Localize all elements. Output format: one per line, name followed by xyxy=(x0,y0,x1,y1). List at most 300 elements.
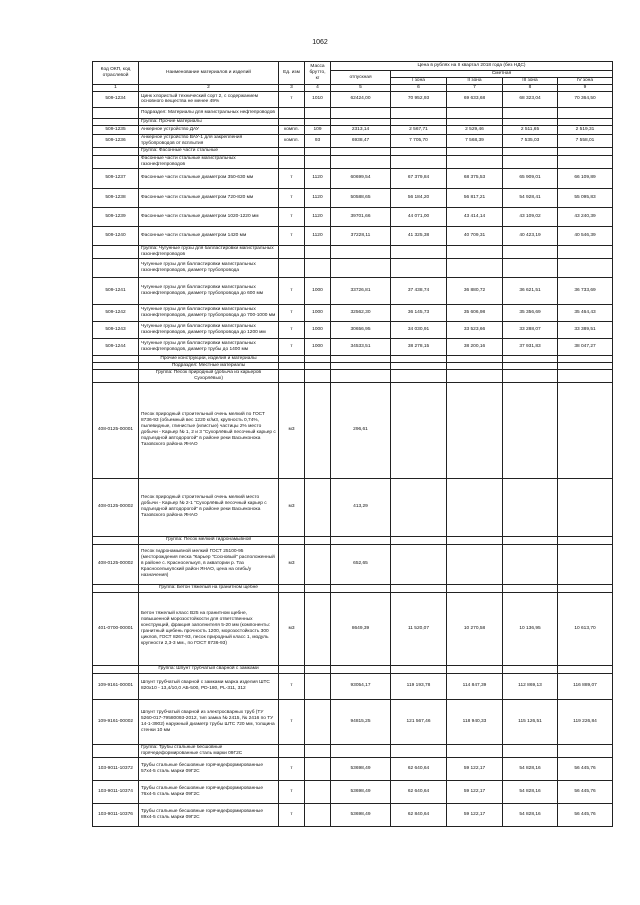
header-zone-1: I зона xyxy=(391,78,447,85)
row-name: Трубы стальные бесшовные горячедеформированные 76х4-5 сталь марки 09Г2С xyxy=(139,780,279,803)
row-mass: 1120 xyxy=(305,226,331,245)
row-zone-4-price: 43 240,39 xyxy=(558,207,613,226)
row-zone-3-price: 115 126,51 xyxy=(503,699,558,744)
group-empty-cell xyxy=(391,369,447,382)
table-row xyxy=(93,321,613,338)
group-empty-cell xyxy=(279,362,305,369)
row-zone-1-price: 121 567,46 xyxy=(391,699,447,744)
row-zone-2-price: 7 568,39 xyxy=(447,134,503,147)
row-mass xyxy=(305,803,331,826)
row-release-price: 53698,49 xyxy=(331,803,391,826)
row-zone-2-price: 35 606,98 xyxy=(447,304,503,321)
row-release-price: 652,65 xyxy=(331,544,391,584)
group-empty-cell xyxy=(331,369,391,382)
row-zone-3-price: 112 869,13 xyxy=(503,673,558,699)
row-release-price: 62424,00 xyxy=(331,91,391,107)
group-empty-cell xyxy=(331,107,391,118)
row-zone-4-price: 119 226,84 xyxy=(558,699,613,744)
row-zone-3-price: 35 356,69 xyxy=(503,304,558,321)
group-empty-cell xyxy=(447,744,503,757)
row-zone-4-price: 56 445,76 xyxy=(558,757,613,780)
header-zone-4: IV зона xyxy=(558,78,613,85)
row-zone-3-price: 68 323,04 xyxy=(503,91,558,107)
row-zone-1-price: 36 145,73 xyxy=(391,304,447,321)
group-empty-cell xyxy=(558,118,613,125)
column-number: 2 xyxy=(139,85,279,92)
row-zone-2-price: 43 414,14 xyxy=(447,207,503,226)
group-empty-cell xyxy=(503,258,558,277)
row-zone-2-price: 114 847,39 xyxy=(447,673,503,699)
row-zone-1-price: 119 193,78 xyxy=(391,673,447,699)
row-zone-4-price: 38 047,27 xyxy=(558,338,613,355)
group-empty-cell xyxy=(279,584,305,592)
group-empty-cell xyxy=(331,665,391,673)
row-name: Чугунные грузы для балластировки магистральных газонефтепроводов, диаметр трубопровода до 1200 мм xyxy=(139,321,279,338)
row-code: 509-1241 xyxy=(93,277,139,304)
group-empty-cell xyxy=(447,155,503,168)
row-release-price: 2313,14 xyxy=(331,125,391,134)
row-zone-1-price: 67 379,84 xyxy=(391,168,447,188)
row-release-price: 53698,49 xyxy=(331,780,391,803)
group-empty-cell xyxy=(279,245,305,258)
group-empty-cell xyxy=(331,536,391,544)
row-release-price: 34533,51 xyxy=(331,338,391,355)
table-row xyxy=(93,226,613,245)
row-mass: 1000 xyxy=(305,304,331,321)
row-zone-1-price: 62 640,64 xyxy=(391,757,447,780)
row-name: Шпунт трубчатый сварной с замками марка изделия ШТС 820х10 - 13,4/10,0 АБ-500, РD-180, РL-311, 312 xyxy=(139,673,279,699)
row-name: Фасонные части стальные диаметром 1020-1220 мм xyxy=(139,207,279,226)
group-title: Группа: Чугунные грузы для балластировки магистральных газонефтепроводов xyxy=(139,245,279,258)
row-name: Анкерное устройство ВАУ-1 для закрепления трубопроводов от всплытия xyxy=(139,134,279,147)
group-empty-cell xyxy=(558,362,613,369)
row-code: 509-1242 xyxy=(93,304,139,321)
row-zone-2-price: 59 122,17 xyxy=(447,803,503,826)
group-empty-cell xyxy=(503,355,558,362)
row-zone-1-price: 44 071,00 xyxy=(391,207,447,226)
row-unit: т xyxy=(279,780,305,803)
group-empty-cell xyxy=(447,245,503,258)
group-empty-cell xyxy=(305,584,331,592)
group-empty-cell xyxy=(447,536,503,544)
header-name: Наименование материалов и изделий xyxy=(139,62,279,85)
row-release-price: 39701,66 xyxy=(331,207,391,226)
row-mass xyxy=(305,699,331,744)
group-empty-cell xyxy=(391,744,447,757)
row-name: Шпунт трубчатый сварной из электросварных труб (ТУ 5260-017-79580093-2012, тип замка № 2415, № 2416 по ТУ 14-1-3902) наружный диаметр трубы ШТС 720 мм, толщина стенки 10 мм xyxy=(139,699,279,744)
group-blank-cell xyxy=(93,744,139,757)
group-blank-cell xyxy=(93,362,139,369)
table-row xyxy=(93,91,613,107)
table-row xyxy=(93,134,613,147)
row-unit: т xyxy=(279,338,305,355)
group-empty-cell xyxy=(279,155,305,168)
group-empty-cell xyxy=(391,245,447,258)
row-zone-3-price: 54 828,16 xyxy=(503,757,558,780)
header-release: отпускная xyxy=(331,71,391,85)
row-mass xyxy=(305,382,331,478)
table-row xyxy=(93,125,613,134)
column-number: 3 xyxy=(279,85,305,92)
row-code: 509-1236 xyxy=(93,134,139,147)
group-empty-cell xyxy=(558,147,613,155)
row-zone-4-price: 56 445,76 xyxy=(558,780,613,803)
row-zone-1-price: 11 520,07 xyxy=(391,592,447,665)
row-code: 103-9011-10374 xyxy=(93,780,139,803)
group-blank-cell xyxy=(93,258,139,277)
row-code: 109-9161-00001 xyxy=(93,673,139,699)
row-zone-4-price xyxy=(558,382,613,478)
row-mass: 1120 xyxy=(305,168,331,188)
row-code: 103-9011-10372 xyxy=(93,757,139,780)
group-empty-cell xyxy=(391,584,447,592)
row-mass: 1000 xyxy=(305,321,331,338)
group-empty-cell xyxy=(305,665,331,673)
row-name: Песок природный строительный очень мелкий по ГОСТ 8736-93 (объемный вес 1220 кг/м3, крупность 0,74%, пылевидные, глинистые (илистые) частицы 2% место добычи - Карьер № 1, 2 и 3 "Сухорлёвый песочный карьер с подъездной автодорогой" в районе реки Васьеконока Тазовского района ЯНАО xyxy=(139,382,279,478)
row-unit: т xyxy=(279,699,305,744)
group-empty-cell xyxy=(558,245,613,258)
row-zone-4-price: 66 109,89 xyxy=(558,168,613,188)
group-title: Чугунные грузы для балластировки магистральных газонефтепроводов, диаметр трубопровода xyxy=(139,258,279,277)
group-blank-cell xyxy=(93,147,139,155)
row-name: Чугунные грузы для балластировки магистральных газонефтепроводов, диаметр трубопровода до 600 мм xyxy=(139,277,279,304)
table-row xyxy=(93,188,613,207)
row-unit: м3 xyxy=(279,382,305,478)
row-code: 509-1238 xyxy=(93,188,139,207)
row-zone-3-price xyxy=(503,544,558,584)
row-code: 408-0125-00002 xyxy=(93,544,139,584)
group-blank-cell xyxy=(93,536,139,544)
row-zone-3-price: 54 828,16 xyxy=(503,803,558,826)
group-title: Подраздел: Материалы для магистральных нефтепроводов xyxy=(139,107,279,118)
row-code: 509-1240 xyxy=(93,226,139,245)
group-blank-cell xyxy=(93,369,139,382)
table-row xyxy=(93,673,613,699)
row-code: 408-0125-00001 xyxy=(93,382,139,478)
row-zone-3-price: 54 828,16 xyxy=(503,780,558,803)
row-zone-4-price: 2 519,31 xyxy=(558,125,613,134)
table-row xyxy=(93,699,613,744)
group-empty-cell xyxy=(558,584,613,592)
row-zone-1-price: 2 567,71 xyxy=(391,125,447,134)
column-number-row xyxy=(93,85,613,92)
group-empty-cell xyxy=(503,369,558,382)
row-mass xyxy=(305,780,331,803)
row-zone-1-price: 70 952,93 xyxy=(391,91,447,107)
row-unit: т xyxy=(279,188,305,207)
group-empty-cell xyxy=(331,147,391,155)
row-mass: 1120 xyxy=(305,188,331,207)
group-blank-cell xyxy=(93,107,139,118)
row-zone-3-price: 54 928,41 xyxy=(503,188,558,207)
group-empty-cell xyxy=(331,584,391,592)
group-empty-cell xyxy=(279,107,305,118)
group-blank-cell xyxy=(93,355,139,362)
row-code: 509-1234 xyxy=(93,91,139,107)
row-name: Песок природный строительный очень мелкий место добычи - Карьер № 2-1 "Сухорлёвый песочный карьер с подъездной автодорогой" в районе реки Васьеконока Тазовского района ЯНАО xyxy=(139,478,279,536)
row-unit: т xyxy=(279,304,305,321)
column-number: 5 xyxy=(331,85,391,92)
table-row xyxy=(93,592,613,665)
row-zone-2-price: 2 529,46 xyxy=(447,125,503,134)
group-empty-cell xyxy=(391,665,447,673)
group-empty-cell xyxy=(331,258,391,277)
row-mass: 1000 xyxy=(305,277,331,304)
row-unit: т xyxy=(279,321,305,338)
group-empty-cell xyxy=(447,258,503,277)
row-mass xyxy=(305,478,331,536)
group-row xyxy=(93,118,613,125)
table-row xyxy=(93,757,613,780)
group-title: Группа: Шпунт трубчатый сварной с замками xyxy=(139,665,279,673)
row-release-price: 94815,25 xyxy=(331,699,391,744)
table-row xyxy=(93,803,613,826)
row-zone-1-price: 34 030,91 xyxy=(391,321,447,338)
row-unit: т xyxy=(279,757,305,780)
group-empty-cell xyxy=(279,744,305,757)
row-zone-2-price: 38 200,16 xyxy=(447,338,503,355)
group-title: Группа: Фасонные части стальные xyxy=(139,147,279,155)
group-empty-cell xyxy=(305,258,331,277)
row-release-price: 93054,17 xyxy=(331,673,391,699)
row-zone-4-price: 7 558,01 xyxy=(558,134,613,147)
group-empty-cell xyxy=(391,536,447,544)
group-empty-cell xyxy=(447,369,503,382)
group-title: Фасонные части стальные магистральных газонефтепроводов xyxy=(139,155,279,168)
header-code: Код ОКП, код отраслевой xyxy=(93,62,139,85)
row-release-price: 296,61 xyxy=(331,382,391,478)
group-row xyxy=(93,245,613,258)
row-zone-3-price: 36 621,51 xyxy=(503,277,558,304)
row-mass xyxy=(305,673,331,699)
row-zone-4-price: 55 095,83 xyxy=(558,188,613,207)
row-zone-4-price: 36 733,69 xyxy=(558,277,613,304)
group-empty-cell xyxy=(503,584,558,592)
group-empty-cell xyxy=(503,536,558,544)
row-zone-2-price: 36 880,72 xyxy=(447,277,503,304)
row-zone-2-price: 33 523,66 xyxy=(447,321,503,338)
row-name: Фасонные части стальные диаметром 350-630 мм xyxy=(139,168,279,188)
group-empty-cell xyxy=(305,744,331,757)
row-release-price: 33726,81 xyxy=(331,277,391,304)
row-zone-1-price xyxy=(391,478,447,536)
header-zone-2: II зона xyxy=(447,78,503,85)
group-empty-cell xyxy=(279,147,305,155)
row-zone-3-price xyxy=(503,382,558,478)
row-mass xyxy=(305,544,331,584)
group-title: Группа: Песок мелкий гидронамывной xyxy=(139,536,279,544)
group-blank-cell xyxy=(93,665,139,673)
row-release-price: 37228,11 xyxy=(331,226,391,245)
row-mass: 109 xyxy=(305,125,331,134)
row-zone-1-price xyxy=(391,382,447,478)
group-empty-cell xyxy=(305,245,331,258)
row-zone-2-price: 59 122,17 xyxy=(447,757,503,780)
group-empty-cell xyxy=(503,362,558,369)
group-empty-cell xyxy=(391,258,447,277)
table-row xyxy=(93,544,613,584)
row-zone-4-price: 70 364,50 xyxy=(558,91,613,107)
row-mass xyxy=(305,592,331,665)
group-row xyxy=(93,584,613,592)
row-unit: компл. xyxy=(279,125,305,134)
group-empty-cell xyxy=(331,355,391,362)
group-empty-cell xyxy=(331,744,391,757)
group-empty-cell xyxy=(558,258,613,277)
row-mass xyxy=(305,757,331,780)
group-row xyxy=(93,155,613,168)
row-zone-3-price: 37 931,83 xyxy=(503,338,558,355)
group-blank-cell xyxy=(93,155,139,168)
row-mass: 93 xyxy=(305,134,331,147)
group-row xyxy=(93,744,613,757)
row-code: 509-1244 xyxy=(93,338,139,355)
header-price-title: Цена в рублях на II квартал 2018 года (без НДС) xyxy=(331,62,613,71)
group-empty-cell xyxy=(558,536,613,544)
group-empty-cell xyxy=(503,245,558,258)
column-number: 9 xyxy=(558,85,613,92)
row-name: Бетон тяжелый класс В25 на гранитном щебне, повышенной морозостойкости для ответственных конструкций, фракция заполнителя 5-20 мм (компоненты: гранитный щебень прочность 1200, морозостойкость 300 циклов, ГОСТ 8267-93, песок природный класс 1, модуль крупности 2,3-3 мм., по ГОСТ 8736-93) xyxy=(139,592,279,665)
row-zone-3-price: 7 535,03 xyxy=(503,134,558,147)
row-zone-4-price xyxy=(558,478,613,536)
group-empty-cell xyxy=(558,355,613,362)
row-zone-1-price: 41 325,38 xyxy=(391,226,447,245)
group-title: Прочие конструкции, изделия и материалы xyxy=(139,355,279,362)
row-zone-4-price: 40 546,39 xyxy=(558,226,613,245)
row-zone-1-price: 56 184,20 xyxy=(391,188,447,207)
row-zone-1-price: 7 705,70 xyxy=(391,134,447,147)
group-empty-cell xyxy=(305,155,331,168)
row-zone-3-price: 40 423,19 xyxy=(503,226,558,245)
group-empty-cell xyxy=(503,118,558,125)
row-unit: т xyxy=(279,277,305,304)
row-mass: 1120 xyxy=(305,207,331,226)
group-row xyxy=(93,355,613,362)
row-zone-2-price xyxy=(447,382,503,478)
group-empty-cell xyxy=(503,147,558,155)
row-zone-3-price: 33 288,07 xyxy=(503,321,558,338)
group-empty-cell xyxy=(503,665,558,673)
group-empty-cell xyxy=(279,665,305,673)
row-name: Фасонные части стальные диаметром 720-820 мм xyxy=(139,188,279,207)
row-release-price: 50588,65 xyxy=(331,188,391,207)
group-title: Группа: Прочие материалы xyxy=(139,118,279,125)
group-empty-cell xyxy=(447,118,503,125)
row-zone-4-price xyxy=(558,544,613,584)
row-unit: м3 xyxy=(279,544,305,584)
group-empty-cell xyxy=(305,147,331,155)
price-table xyxy=(92,61,613,827)
group-empty-cell xyxy=(503,744,558,757)
row-code: 509-1237 xyxy=(93,168,139,188)
header-unit: Ед. изм xyxy=(279,62,305,85)
row-name: Песок гидронамывной мелкий ГОСТ 25100-95 (месторождения песка "Карьер "Сосновый" расположенный в районе с. Красноселькуп, в акватории р. Таз Красноселькупский район ЯНАО, цена на огибь/у назначения) xyxy=(139,544,279,584)
row-zone-2-price: 68 375,53 xyxy=(447,168,503,188)
table-row xyxy=(93,304,613,321)
group-empty-cell xyxy=(331,155,391,168)
group-empty-cell xyxy=(305,369,331,382)
row-unit: т xyxy=(279,803,305,826)
row-name: Трубы стальные бесшовные горячедеформированные 57х4-5 сталь марки 09Г2С xyxy=(139,757,279,780)
row-name: Анкерное устройство ДАУ xyxy=(139,125,279,134)
row-release-price: 32562,30 xyxy=(331,304,391,321)
row-name: Чугунные грузы для балластировки магистральных газонефтепроводов, диаметр трубопровода до 700-1000 мм xyxy=(139,304,279,321)
group-empty-cell xyxy=(558,155,613,168)
row-unit: т xyxy=(279,207,305,226)
row-zone-1-price: 38 278,15 xyxy=(391,338,447,355)
row-unit: т xyxy=(279,673,305,699)
group-empty-cell xyxy=(391,147,447,155)
group-empty-cell xyxy=(305,107,331,118)
row-release-price: 53698,49 xyxy=(331,757,391,780)
group-title: Группа: Бетон тяжелый на гранитном щебне xyxy=(139,584,279,592)
group-row xyxy=(93,258,613,277)
group-empty-cell xyxy=(503,155,558,168)
row-zone-2-price: 10 270,58 xyxy=(447,592,503,665)
header-estimate: Сметная xyxy=(391,71,613,78)
group-empty-cell xyxy=(305,536,331,544)
group-empty-cell xyxy=(447,147,503,155)
table-row xyxy=(93,478,613,536)
group-row xyxy=(93,362,613,369)
group-blank-cell xyxy=(93,584,139,592)
row-zone-4-price: 33 389,51 xyxy=(558,321,613,338)
row-code: 509-1235 xyxy=(93,125,139,134)
row-zone-2-price: 59 122,17 xyxy=(447,780,503,803)
row-release-price: 30656,95 xyxy=(331,321,391,338)
row-unit: т xyxy=(279,168,305,188)
group-empty-cell xyxy=(305,362,331,369)
row-release-price: 8649,39 xyxy=(331,592,391,665)
row-zone-1-price: 62 840,64 xyxy=(391,803,447,826)
row-zone-1-price: 37 438,74 xyxy=(391,277,447,304)
row-release-price: 6938,47 xyxy=(331,134,391,147)
row-unit: компл. xyxy=(279,134,305,147)
group-empty-cell xyxy=(279,355,305,362)
row-mass: 1010 xyxy=(305,91,331,107)
row-unit: т xyxy=(279,226,305,245)
row-release-price: 413,29 xyxy=(331,478,391,536)
group-empty-cell xyxy=(447,665,503,673)
row-zone-4-price: 10 613,70 xyxy=(558,592,613,665)
group-empty-cell xyxy=(279,118,305,125)
group-empty-cell xyxy=(503,107,558,118)
group-row xyxy=(93,107,613,118)
row-zone-1-price xyxy=(391,544,447,584)
table-row xyxy=(93,382,613,478)
row-code: 401-0700-00001 xyxy=(93,592,139,665)
group-empty-cell xyxy=(558,744,613,757)
group-row xyxy=(93,536,613,544)
group-title: Группа: Трубы стальные бесшовные горячедеформированные сталь марки 09Г2С xyxy=(139,744,279,757)
group-empty-cell xyxy=(391,362,447,369)
table-row xyxy=(93,277,613,304)
group-title: Группа: Песок природный (добыча из карьеров Сухорлёвых) xyxy=(139,369,279,382)
group-empty-cell xyxy=(558,369,613,382)
group-empty-cell xyxy=(447,584,503,592)
row-name: Фасонные части стальные диаметром 1420 мм xyxy=(139,226,279,245)
column-number: 8 xyxy=(503,85,558,92)
group-title: Подраздел: Местные материалы xyxy=(139,362,279,369)
table-row xyxy=(93,207,613,226)
group-empty-cell xyxy=(391,107,447,118)
row-zone-2-price xyxy=(447,478,503,536)
page-number: 1062 xyxy=(312,39,328,46)
group-empty-cell xyxy=(305,355,331,362)
row-code: 509-1243 xyxy=(93,321,139,338)
row-zone-4-price: 56 445,76 xyxy=(558,803,613,826)
group-empty-cell xyxy=(558,665,613,673)
